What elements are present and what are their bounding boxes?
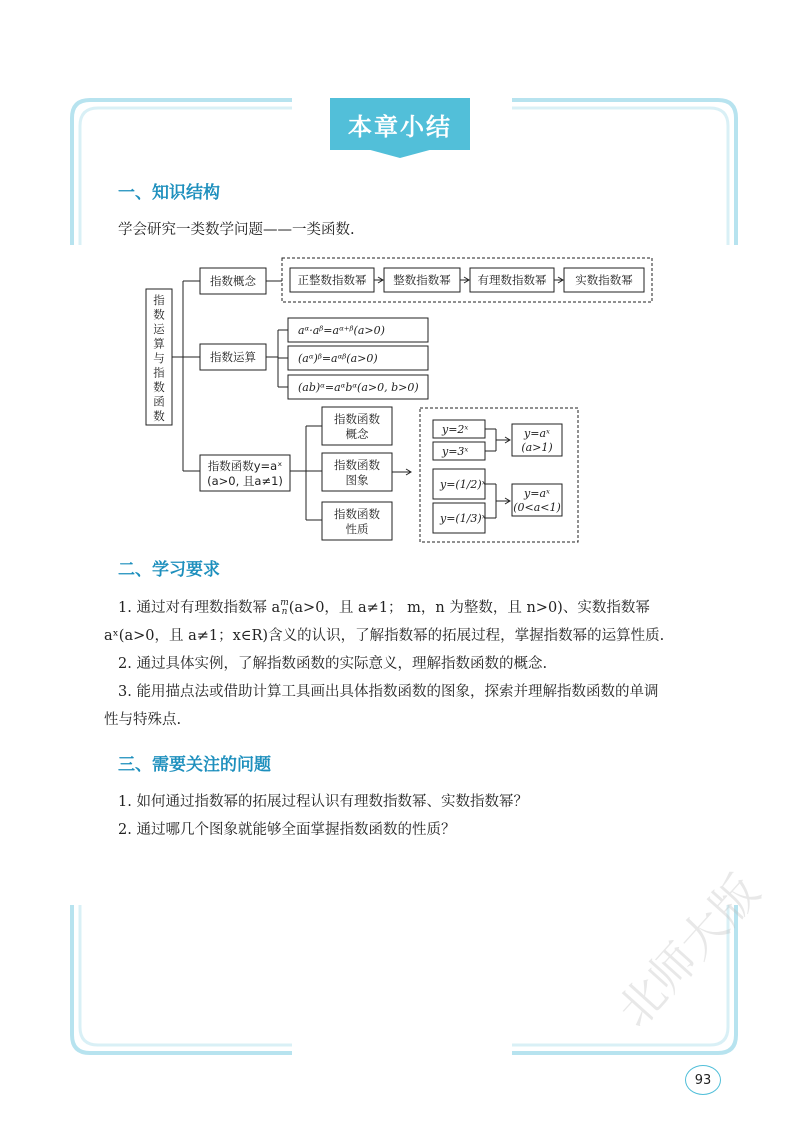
graph-dec-result-line1: y=aˣ [524,487,550,500]
requirement-1-part-b: (a>0，且 a≠1； m，n 为整数，且 n>0)、实数指数幂 [288,600,650,616]
exponent-numerator: m [280,598,289,608]
graph-dec-0-label: y=(1/2)ˣ [440,478,486,491]
function-aspect-0-line1: 指数函数 [334,412,380,426]
root-label-char: 数 [153,307,165,322]
graph-inc-result-line1: y=aˣ [524,427,550,440]
exponent-denominator: n [281,607,288,617]
graph-dec-result-line2: (0<a<1) [513,501,561,514]
issue-2: 2. 通过哪几个图象就能够全面掌握指数函数的性质？ [118,822,456,838]
concept-chain-2-label: 有理数指数幂 [477,273,547,287]
function-aspect-1-line1: 指数函数 [334,458,380,472]
concept-chain-1-label: 整数指数幂 [393,273,451,287]
operation-rule-2-label: (ab)ᵅ=aᵅbᵅ(a>0, b>0) [298,381,419,394]
operation-rule-1-label: (aᵅ)ᵝ=aᵅᵝ(a>0) [298,352,378,365]
graph-inc-result-line2: (a>1) [521,441,553,454]
issue-1: 1. 如何通过指数幂的拓展过程认识有理数指数幂、实数指数幂？ [118,794,528,810]
branch-function-label-2: (a>0, 且a≠1) [207,474,283,488]
branch-operation-label: 指数运算 [210,350,256,364]
concept-chain-0-label: 正整数指数幂 [297,273,367,287]
root-label [153,293,165,423]
function-aspect-2-line2: 性质 [345,522,369,536]
root-label-char: 与 [153,351,165,365]
intro-text: 学会研究一类数学问题——一类函数. [118,222,355,238]
page-number: 93 [685,1065,721,1095]
branch-concept-label: 指数概念 [210,274,256,288]
root-label-char: 指 [153,365,165,380]
section-heading-issues: 三、需要关注的问题 [118,755,271,775]
branch-function-label-1: 指数函数y=aˣ [207,459,283,473]
requirement-1-line1 [118,598,650,618]
root-label-char: 数 [153,380,165,394]
function-aspect-1-line2: 图象 [345,473,369,487]
exponent-fraction [280,599,289,617]
operation-rule-0-label: aᵅ·aᵝ=aᵅ⁺ᵝ(a>0) [298,324,385,337]
graph-inc-1-label: y=3ˣ [442,445,469,458]
publisher-watermark: 北师大版 [606,864,770,1038]
graph-dec-1-label: y=(1/3)ˣ [440,512,486,525]
requirement-1-part-a: 1. 通过对有理数指数幂 a [118,600,281,616]
requirement-3-line1: 3. 能用描点法或借助计算工具画出具体指数函数的图象，探索并理解指数函数的单调 [118,684,659,700]
chapter-title: 本章小结 [330,98,470,150]
concept-chain-3-label: 实数指数幂 [575,273,633,287]
graph-inc-0-label: y=2ˣ [442,423,469,436]
requirement-2: 2. 通过具体实例，了解指数函数的实际意义，理解指数函数的概念. [118,656,548,672]
requirement-3-line2: 性与特殊点. [104,712,182,728]
requirement-1-line2: aˣ(a>0，且 a≠1；x∈R)含义的认识，了解指数幂的拓展过程，掌握指数幂的运算性质. [104,628,665,644]
section-heading-knowledge: 一、知识结构 [118,183,220,203]
root-label-char: 数 [153,409,165,423]
root-label-char: 函 [153,394,165,409]
function-aspect-2-line1: 指数函数 [334,507,380,521]
function-aspect-0-line2: 概念 [345,427,369,441]
root-label-char: 运 [153,322,165,336]
root-label-char: 指 [153,293,165,307]
section-heading-requirements: 二、学习要求 [118,560,220,580]
root-label-char: 算 [153,336,165,351]
